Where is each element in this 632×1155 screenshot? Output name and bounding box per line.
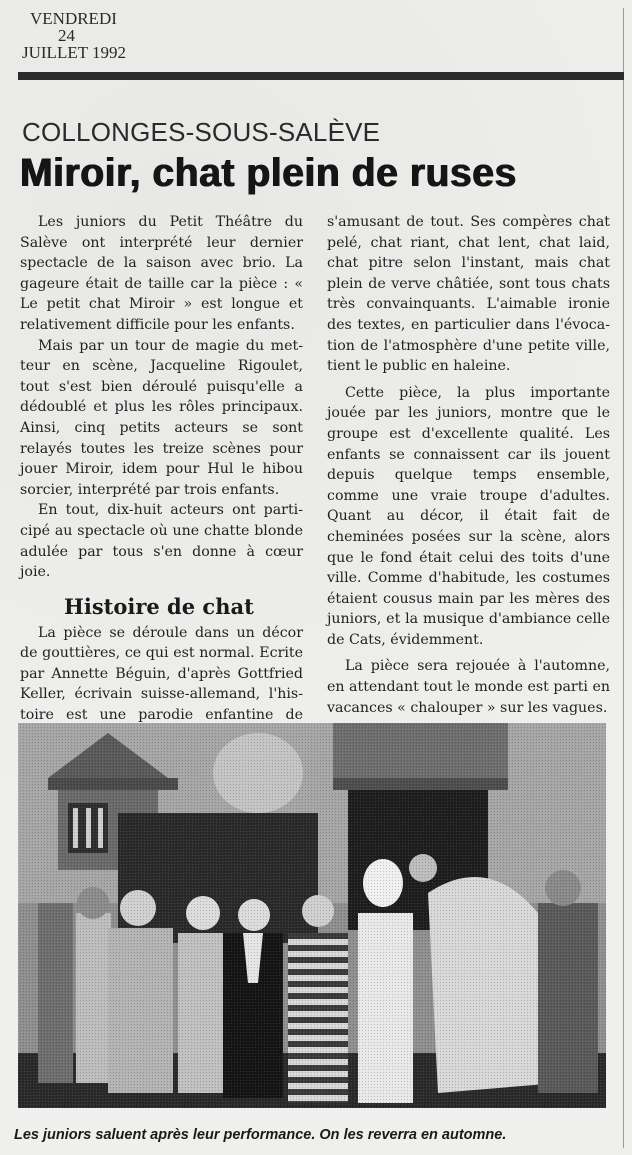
dateline-day-number: 24 [58,26,75,45]
article-subheading: Histoire de chat [64,593,254,619]
article-column-right [327,212,610,745]
paragraph: Les juniors du Petit Théâtre du Salève ont interprété leur dernier spectacle de la saison avec brio. La gageure était de taille car la pièce : « Le petit chat Miroir » est longue et relativement difficile pour les enfants. [20,214,303,333]
photo-icon [18,723,606,1108]
paragraph: s'amusant de tout. Ses compères chat pelé, chat riant, chat lent, chat laid, chat pitre selon l'instant, mais chat plein de verve châtiée, sont tous chats très convainquants. L'aimable ironie des textes, en particulier dans l'évocation de l'atmosphère d'une petite ville, tient le public en haleine. [327,214,610,375]
dateline [22,10,142,61]
photo-caption: Les juniors saluent après leur performance. On les reverra en automne. [14,1127,507,1143]
article-headline: Miroir, chat plein de ruses [20,151,517,195]
article-photo [18,723,606,1108]
article-kicker: COLLONGES-SOUS-SALÈVE [22,117,381,147]
header-rule [18,72,624,80]
clipping-edge [623,8,624,1148]
article-column-left [20,212,303,746]
paragraph: La pièce se déroule dans un décor de gouttières, ce qui est normal. Ecrite par Annette Béguin, d'après Gottfried Keller, écrivain suisse-allemand, l'histoire est une parodie enfantine de [20,624,303,724]
dateline-month-year: JUILLET 1992 [22,43,127,62]
dateline-day-name: VENDREDI [30,9,117,28]
paragraph: Cette pièce, la plus importante jouée par les juniors, montre que le groupe est d'excellente qualité. Les enfants se connaissent car ils jouent depuis quelque temps ensemble, comme une vraie troupe d'adultes. Quant au décor, il était fait de cheminées posées sur la scène, alors que le fond était celui des toits d'une ville. Comme d'habitude, les costumes étaient cousus main par les mères des juniors, et la musique d'ambiance celle de Cats, évidemment. [327,384,610,648]
paragraph: La pièce sera rejouée à l'automne, en attendant tout le monde est parti en vacances « chalouper » sur les vagues. [327,658,610,716]
paragraph: Mais par un tour de magie du metteur en scène, Jacqueline Rigoulet, tout s'est bien déroulé puisqu'elle a dédoublé et plus les rôles principaux. Ainsi, cinq petits acteurs se sont relayés toutes les treize scènes pour jouer Miroir, idem pour Hul le hibou sorcier, interprété par trois enfants. [20,337,303,498]
paragraph: En tout, dix-huit acteurs ont participé au spectacle où une chatte blonde adulée par tous s'en donne à cœur joie. [20,502,303,581]
